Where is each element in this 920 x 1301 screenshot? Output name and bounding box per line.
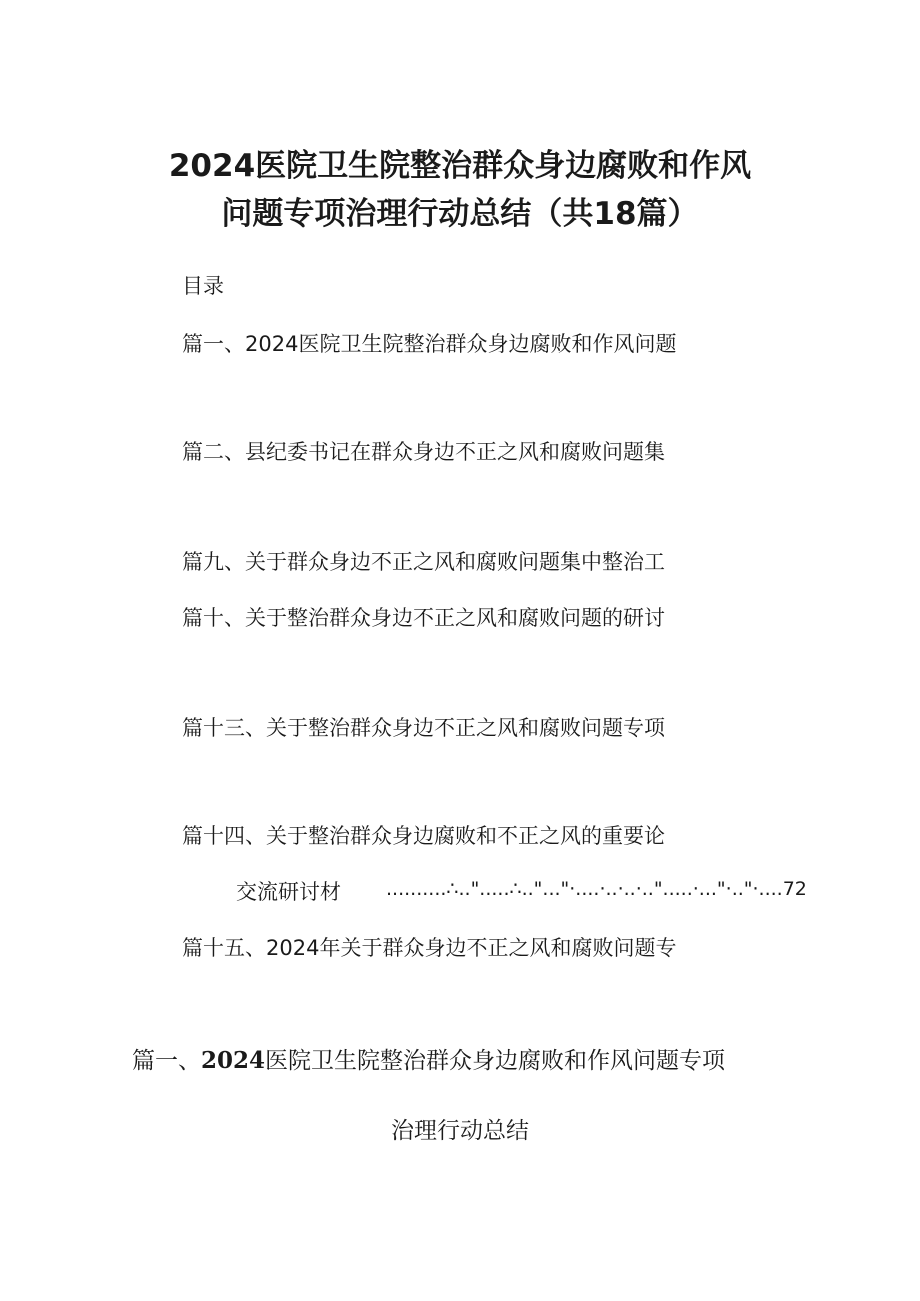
toc-entry[interactable]: 篇十五、2024年关于群众身边不正之风和腐败问题专 <box>182 936 677 960</box>
document-title-line-1: 2024医院卫生院整治群众身边腐败和作风 <box>168 148 752 184</box>
section-heading <box>132 1042 725 1075</box>
toc-entry-continuation[interactable]: 交流研讨材 <box>236 880 341 904</box>
toc-entry[interactable]: 篇十四、关于整治群众身边腐败和不正之风的重要论 <box>182 824 665 848</box>
toc-entry[interactable]: 篇九、关于群众身边不正之风和腐败问题集中整治工 <box>182 550 665 574</box>
section-heading-text: 医院卫生院整治群众身边腐败和作风问题专项 <box>265 1048 726 1074</box>
toc-entry[interactable]: 篇一、2024医院卫生院整治群众身边腐败和作风问题 <box>182 332 677 356</box>
toc-heading: 目录 <box>182 274 224 298</box>
document-title-line-2: 问题专项治理行动总结（共18篇） <box>221 196 699 232</box>
section-heading-number: 2024 <box>201 1047 266 1074</box>
section-subheading: 治理行动总结 <box>391 1118 529 1144</box>
toc-entry[interactable]: 篇二、县纪委书记在群众身边不正之风和腐败问题集 <box>182 440 665 464</box>
toc-entry[interactable]: 篇十三、关于整治群众身边不正之风和腐败问题专项 <box>182 716 665 740</box>
toc-dot-leader-page-number: ..........∴..".....∴.."..."·....·..·..·..".....·..."·.."·....72 <box>386 878 807 900</box>
section-heading-prefix: 篇一、 <box>132 1048 201 1074</box>
toc-entry[interactable]: 篇十、关于整治群众身边不正之风和腐败问题的研讨 <box>182 606 665 630</box>
